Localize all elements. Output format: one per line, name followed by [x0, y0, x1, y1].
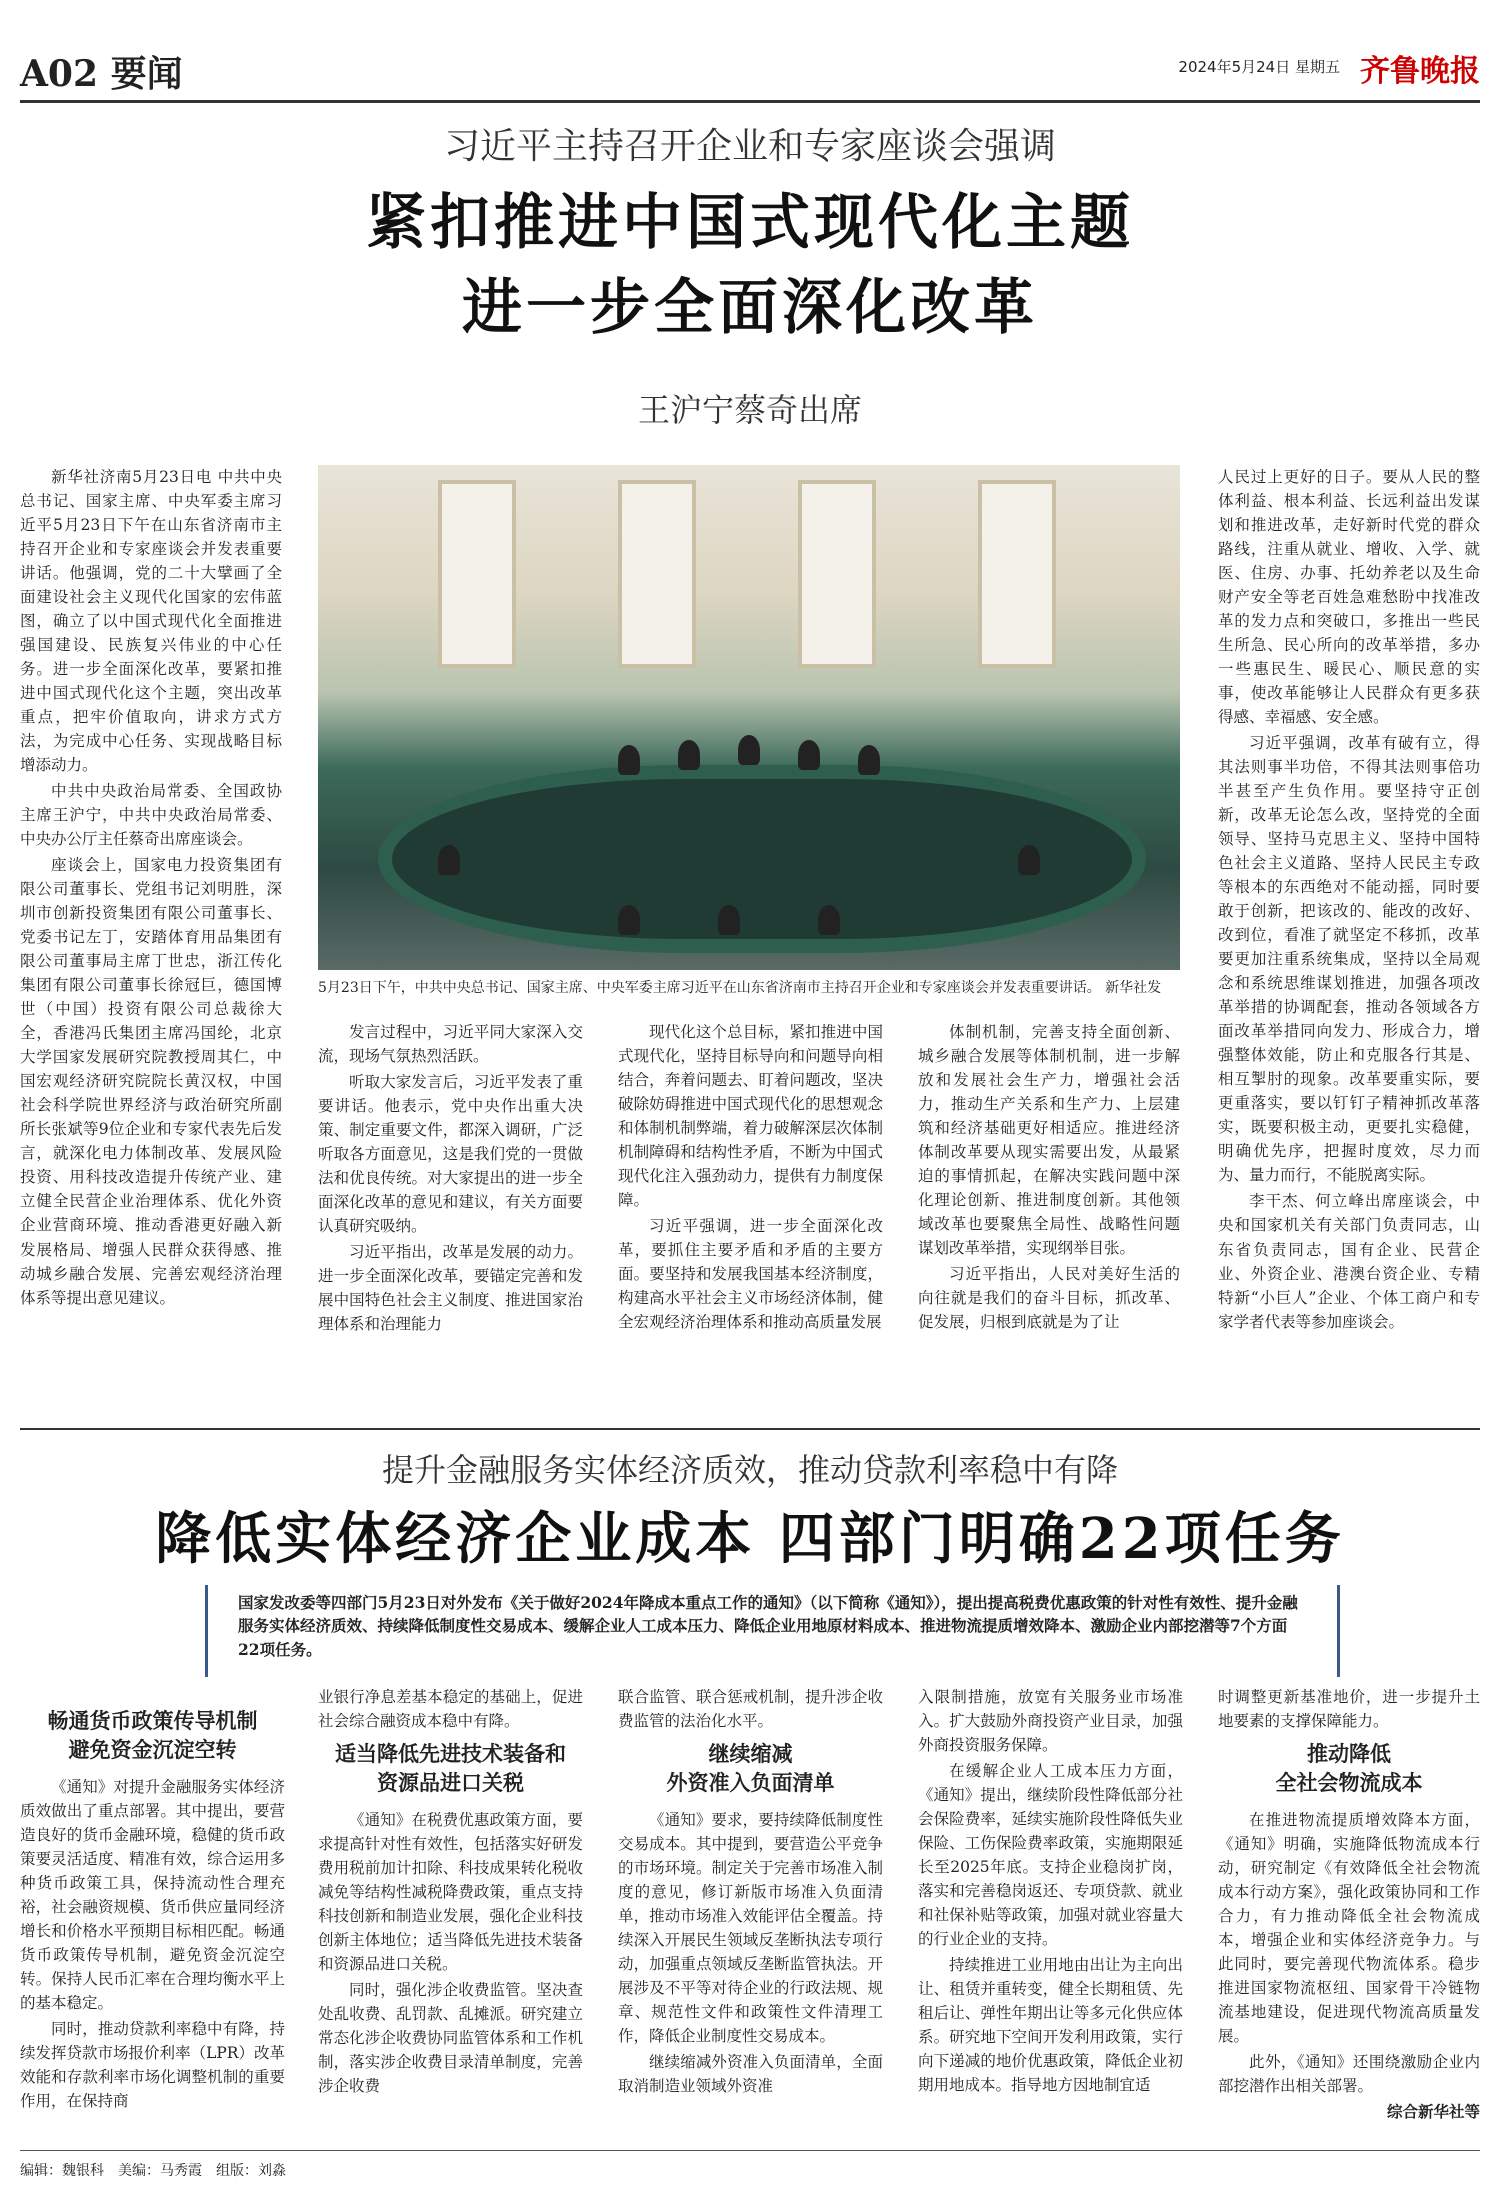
paragraph: 中共中央政治局常委、全国政协主席王沪宁，中共中央政治局常委、中央办公厅主任蔡奇出席座谈会。: [20, 782, 282, 849]
paragraph: 习近平指出，改革是发展的动力。进一步全面深化改革，要锚定完善和发展中国特色社会主义制度、推进国家治理体系和治理能力: [318, 1243, 583, 1334]
story1-column-right: [1218, 465, 1480, 1336]
paragraph: 持续推进工业用地由出让为主向出让、租赁并重转变，健全长期租赁、先租后让、弹性年期出让等多元化供应体系。研究地下空间开发利用政策，实行向下递减的地价优惠政策，降低企业初期用地成本。指导地方因地制宜适: [918, 1956, 1183, 2095]
story2-section-4: [918, 1685, 1183, 2099]
paragraph: 联合监管、联合惩戒机制，提升涉企收费监管的法治化水平。: [618, 1688, 883, 1731]
paragraph: 《通知》在税费优惠政策方面，要求提高针对性有效性，包括落实好研发费用税前加计扣除、科技成果转化税收减免等结构性减税降费政策，重点支持科技创新和制造业发展，强化企业科技创新主体地位；适当降低先进技术装备和资源品进口关税。: [318, 1810, 583, 1973]
section-heading: 推动降低 全社会物流成本: [1275, 1741, 1423, 1796]
meeting-photo: [318, 465, 1180, 970]
paragraph: 在推进物流提质增效降本方面，《通知》明确，实施降低物流成本行动，研究制定《有效降低全社会物流成本行动方案》，强化政策协同和工作合力，有力推动降低全社会物流成本，增强企业和实体经济竞争力。与此同时，要完善现代物流体系。稳步推进国家物流枢纽、国家骨干冷链物流基地建设，促进现代物流高质量发展。: [1218, 1810, 1480, 2045]
story1-headline-line1: 紧扣推进中国式现代化主题: [366, 188, 1134, 258]
paragraph: 习近平强调，进一步全面深化改革，要抓住主要矛盾和矛盾的主要方面。要坚持和发展我国基本经济制度，构建高水平社会主义市场经济体制，健全宏观经济治理体系和推动高质量发展: [618, 1217, 883, 1332]
section-heading: 畅通货币政策传导机制 避免资金沉淀空转: [47, 1708, 258, 1763]
paragraph: 现代化这个总目标，紧扣推进中国式现代化，坚持目标导向和问题导向相结合，奔着问题去、盯着问题改，坚决破除妨碍推进中国式现代化的思想观念和体制机制弊端，着力破解深层次体制机制障碍和结构性矛盾，不断为中国式现代化注入强劲动力，提供有力制度保障。: [618, 1023, 883, 1210]
paragraph: 《通知》要求，要持续降低制度性交易成本。其中提到，要营造公平竞争的市场环境。制定关于完善市场准入制度的意见，修订新版市场准入负面清单，推动市场准入效能评估全覆盖。持续深入开展民生领域反垄断执法专项行动，加强重点领域反垄断监管执法。开展涉及不平等对待企业的行政法规、规章、规范性文件和政策性文件清理工作，降低企业制度性交易成本。: [618, 1810, 883, 2045]
paragraph: 在缓解企业人工成本压力方面，《通知》提出，继续阶段性降低部分社会保险费率，延续实施阶段性降低失业保险、工伤保险费率政策，实施期限延长至2025年底。支持企业稳岗扩岗，落实和完善稳岗返还、专项贷款、就业和社保补贴等政策，加强对就业容量大的行业企业的支持。: [918, 1762, 1183, 1949]
story1-kicker: 习近平主持召开企业和专家座谈会强调: [443, 126, 1056, 167]
paragraph: 发言过程中，习近平同大家深入交流，现场气氛热烈活跃。: [318, 1023, 583, 1066]
story2-kicker: 提升金融服务实体经济质效，推动贷款利率稳中有降: [381, 1451, 1118, 1489]
section-divider: [20, 1428, 1480, 1430]
paragraph: 《通知》对提升金融服务实体经济质效做出了重点部署。其中提出，要营造良好的货币金融环境，稳健的货币政策要灵活适度、精准有效，综合运用多种货币政策工具，保持流动性合理充裕，社会融资规模、货币供应量同经济增长和价格水平预期目标相匹配。畅通货币政策传导机制，避免资金沉淀空转。保持人民币汇率在合理均衡水平上的基本稳定。: [20, 1777, 285, 2012]
byline: 综合新华社等: [1386, 2102, 1480, 2121]
paragraph: 时调整更新基准地价，进一步提升土地要素的支撑保障能力。: [1218, 1688, 1480, 1731]
paragraph: 听取大家发言后，习近平发表了重要讲话。他表示，党中央作出重大决策、制定重要文件，都深入调研，广泛听取各方面意见，这是我们党的一贯做法和优良传统。对大家提出的进一步全面深化改革的意见和建议，有关方面要认真研究吸纳。: [318, 1073, 583, 1236]
paragraph: 习近平强调，改革有破有立，得其法则事半功倍，不得其法则事倍功半甚至产生负作用。要坚持守正创新，改革无论怎么改，坚持党的全面领导、坚持马克思主义、坚持中国特色社会主义道路、坚持人民民主专政等根本的东西绝对不能动摇，同时要敢于创新，把该改的、能改的改好、改到位，看准了就坚定不移抓，改革要更加注重系统集成，坚持以全局观念和系统思维谋划推进，加强各项改革举措的协调配套，推动各领域各方面改革举措同向发力、形成合力，增强整体效能，防止和克服各行其是、相互掣肘的现象。改革要重实际，要更重落实，要以钉钉子精神抓改革落实，既要积极主动，更要扎实稳健，明确优先序，把握时度效，尽力而为、量力而行，不能脱离实际。: [1218, 734, 1480, 1185]
story1-column-m3: [918, 1020, 1180, 1336]
story1-headline-line2: 进一步全面深化改革: [462, 273, 1038, 343]
story2-section-1: [20, 1700, 285, 2115]
story2-section-2: [318, 1685, 583, 2100]
paragraph: 体制机制，完善支持全面创新、城乡融合发展等体制机制，进一步解放和发展社会生产力，增强社会活力，推动生产关系和生产力、上层建筑和经济基础更好相适应。推进经济体制改革要从现实需要出发，从最紧迫的事情抓起，在解决实践问题中深化理论创新、推进制度创新。其他领域改革也要聚焦全局性、战略性问题谋划改革举措，实现纲举目张。: [918, 1023, 1180, 1258]
paragraph: 同时，推动贷款利率稳中有降，持续发挥贷款市场报价利率（LPR）改革效能和存款利率市场化调整机制的重要作用，在保持商: [20, 2019, 285, 2110]
paragraph: 习近平指出，人民对美好生活的向往就是我们的奋斗目标，抓改革、促发展，归根到底就是为了让: [918, 1265, 1180, 1332]
story1-column-m2: [618, 1020, 883, 1336]
story1-subhead: 王沪宁蔡奇出席: [637, 391, 862, 429]
issue-date: 2024年5月24日 星期五: [1178, 58, 1340, 76]
section-heading: 继续缩减 外资准入负面清单: [666, 1741, 835, 1796]
newspaper-logo: 齐鲁晚报: [1360, 54, 1480, 89]
paragraph: 继续缩减外资准入负面清单，全面取消制造业领域外资准: [618, 2052, 883, 2095]
story2-summary: 国家发改委等四部门5月23日对外发布《关于做好2024年降成本重点工作的通知》（以下简称《通知》），提出提高税费优惠政策的针对性有效性、提升金融服务实体经济质效、持续降低制度性交易成本、缓解企业人工成本压力、降低企业用地原材料成本、推进物流提质增效降本、激励企业内部挖潜等7个方面22项任务。: [205, 1585, 1340, 1677]
paragraph: 座谈会上，国家电力投资集团有限公司董事长、党组书记刘明胜，深圳市创新投资集团有限公司董事长、党委书记左丁，安踏体育用品集团有限公司董事局主席丁世忠，浙江传化集团有限公司董事长徐冠巨，德国博世（中国）投资有限公司总裁徐大全，香港冯氏集团主席冯国纶，北京大学国家发展研究院教授周其仁，中国宏观经济研究院院长黄汉权，中国社会科学院世界经济与政治研究所副所长张斌等9位企业和专家代表先后发言，就深化电力体制改革、发展风险投资、用科技改造提升传统产业、建立健全民营企业治理体系、优化外资企业营商环境、推动香港更好融入新发展格局、增强人民群众获得感、推动城乡融合发展、完善宏观经济治理体系等提出意见建议。: [20, 856, 282, 1307]
page-section-label: A02 要闻: [20, 53, 183, 95]
story2-headline: 降低实体经济企业成本 四部门明确22项任务: [155, 1506, 1345, 1572]
masthead: [20, 40, 1480, 103]
photo-caption: 5月23日下午，中共中央总书记、国家主席、中央军委主席习近平在山东省济南市主持召开企业和专家座谈会并发表重要讲话。 新华社发: [318, 980, 1162, 996]
paragraph: 新华社济南5月23日电 中共中央总书记、国家主席、中央军委主席习近平5月23日下午在山东省济南市主持召开企业和专家座谈会并发表重要讲话。他强调，党的二十大擘画了全面建设社会主义现代化国家的宏伟蓝图，确立了以中国式现代化全面推进强国建设、民族复兴伟业的中心任务。进一步全面深化改革，要紧扣推进中国式现代化这个主题，突出改革重点，把牢价值取向，讲求方式方法，为完成中心任务、实现战略目标增添动力。: [20, 468, 282, 775]
paragraph: 此外，《通知》还围绕激励企业内部挖潜作出相关部署。: [1218, 2052, 1480, 2095]
paragraph: 人民过上更好的日子。要从人民的整体利益、根本利益、长远利益出发谋划和推进改革，走好新时代党的群众路线，注重从就业、增收、入学、就医、住房、办事、托幼养老以及生命财产安全等老百姓急难愁盼中找准改革的发力点和突破口，多推出一些民生所急、民心所向的改革举措，多办一些惠民生、暖民心、顺民意的实事，使改革能够让人民群众有更多获得感、幸福感、安全感。: [1218, 468, 1480, 727]
story1-column-left: [20, 465, 282, 1312]
paragraph: 李干杰、何立峰出席座谈会，中央和国家机关有关部门负责同志，山东省负责同志，国有企业、民营企业、外资企业、港澳台资企业、专精特新“小巨人”企业、个体工商户和专家学者代表等参加座谈会。: [1218, 1192, 1480, 1331]
paragraph: 同时，强化涉企收费监管。坚决查处乱收费、乱罚款、乱摊派。研究建立常态化涉企收费协同监管体系和工作机制，落实涉企收费目录清单制度，完善涉企收费: [318, 1980, 583, 2095]
paragraph: 入限制措施，放宽有关服务业市场准入。扩大鼓励外商投资产业目录，加强外商投资服务保障。: [918, 1688, 1183, 1755]
story2-section-5: [1218, 1685, 1480, 2126]
section-heading: 适当降低先进技术装备和 资源品进口关税: [335, 1741, 566, 1796]
story2-section-3: [618, 1685, 883, 2100]
footer-divider: [20, 2150, 1480, 2151]
story1-column-m1: [318, 1020, 583, 1338]
paragraph: 业银行净息差基本稳定的基础上，促进社会综合融资成本稳中有降。: [318, 1688, 583, 1731]
editor-credits: 编辑：魏银科 美编：马秀霞 组版：刘淼: [20, 2163, 286, 2179]
